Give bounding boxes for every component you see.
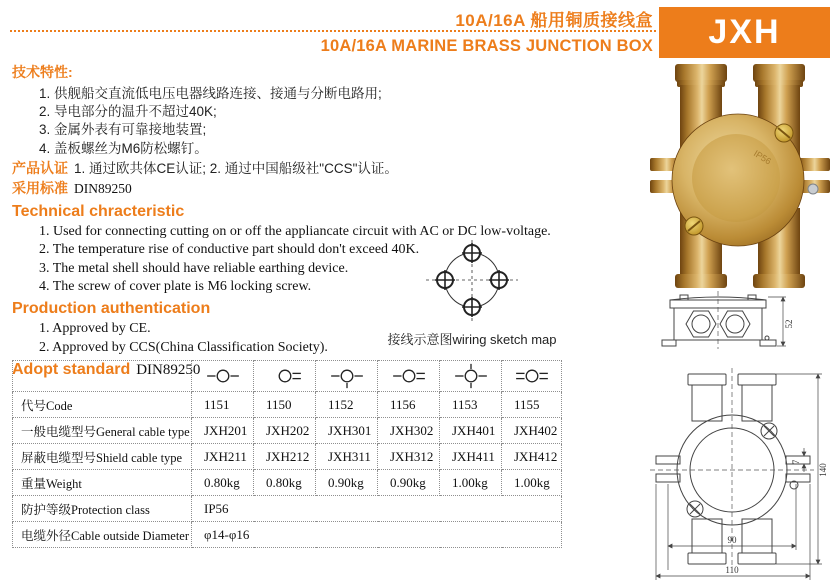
cell: JXH202 [254, 418, 316, 444]
cell: 1152 [316, 392, 378, 418]
cover-recess [692, 134, 780, 222]
cover-screw-bottom-left [685, 217, 703, 235]
dimension-label: 90 [727, 535, 737, 545]
list-item: 2. The temperature rise of conductive part should don't exceed 40K. [39, 242, 420, 258]
heading-standard-zh: 采用标准 [12, 180, 68, 197]
row-label: 重量Weight [13, 470, 192, 496]
dimension-label: 7 [791, 459, 801, 465]
wiring-sketch-caption: 接线示意图wiring sketch map [387, 332, 557, 347]
heading-standard-en: Adopt standard [12, 361, 131, 379]
wiring-sketch [386, 236, 558, 348]
page-title-en: 10A/16A MARINE BRASS JUNCTION BOX [320, 37, 653, 55]
cable-config-symbol [316, 361, 378, 392]
standard-zh-text: DIN89250 [74, 181, 132, 197]
table-row [13, 522, 562, 548]
standard-zh-row [12, 179, 648, 199]
drawing-top-view [656, 290, 796, 354]
cell: 1155 [502, 392, 562, 418]
cell: JXH311 [316, 444, 378, 470]
cover-screw-top-right [775, 124, 793, 142]
ip-rating-marking: IP56 [751, 148, 773, 167]
empty-header-cell [13, 361, 192, 392]
cert-zh-text: 1. 通过欧共体CE认证; 2. 通过中国船级社"CCS"认证。 [74, 160, 398, 176]
list-item: 2. Approved by CCS(China Classification Society). [39, 339, 328, 355]
cell: JXH312 [378, 444, 440, 470]
dimension-label: 140 [818, 463, 828, 477]
table-row [13, 392, 562, 418]
dotted-divider [10, 30, 656, 32]
cable-config-symbol [378, 361, 440, 392]
brand-label: JXH [708, 13, 781, 51]
cell: 0.80kg [254, 470, 316, 496]
standard-en-text: DIN89250 [136, 362, 201, 379]
cable-config-symbol [192, 361, 254, 392]
cell: 1153 [440, 392, 502, 418]
cell: 0.80kg [192, 470, 254, 496]
cell: 1150 [254, 392, 316, 418]
cable-config-symbol [254, 361, 316, 392]
cell: φ14-φ16 [192, 522, 562, 548]
brand-box [659, 7, 830, 58]
cell: JXH412 [502, 444, 562, 470]
cell: 1.00kg [440, 470, 502, 496]
list-item: 4. 盖板螺丝为M6防松螺钉。 [39, 140, 208, 156]
row-label: 代号Code [13, 392, 192, 418]
table-row [13, 418, 562, 444]
table-row [13, 496, 562, 522]
list-item: 2. 导电部分的温升不超过40K; [39, 104, 217, 120]
list-item: 3. The metal shell should have reliable earthing device. [39, 260, 349, 276]
cable-config-symbol [440, 361, 502, 392]
cell: 0.90kg [378, 470, 440, 496]
row-label: 屏蔽电缆型号Shield cable type [13, 444, 192, 470]
row-label: 一般电缆型号General cable type [13, 418, 192, 444]
tech-zh-list [12, 85, 648, 158]
dimension-label: 52 [784, 319, 794, 329]
table-row [13, 470, 562, 496]
dimension-label: 110 [725, 565, 739, 575]
list-item: 3. 金属外表有可靠接地装置; [39, 122, 207, 138]
heading-tech-en: Technical chracteristic [12, 202, 185, 220]
spec-table [12, 360, 562, 548]
drawing-front-view [648, 368, 830, 582]
cell: JXH211 [192, 444, 254, 470]
list-item: 1. Approved by CE. [39, 321, 151, 337]
cert-zh-row [12, 159, 648, 179]
list-item: 1. Used for connecting cutting on or off the appliancate circuit with AC or DC low-voltage. [39, 223, 551, 239]
row-label: 电缆外径Cable outside Diameter [13, 522, 192, 548]
page-title-zh: 10A/16A 船用铜质接线盒 [455, 11, 653, 30]
table-row [13, 444, 562, 470]
cell: 1156 [378, 392, 440, 418]
cell: JXH401 [440, 418, 502, 444]
cell: JXH301 [316, 418, 378, 444]
product-photo [650, 58, 830, 290]
heading-auth-en: Production authentication [12, 300, 211, 318]
table-row [13, 361, 562, 392]
heading-cert-zh: 产品认证 [12, 159, 68, 176]
cell: 0.90kg [316, 470, 378, 496]
cell: JXH302 [378, 418, 440, 444]
cell: JXH201 [192, 418, 254, 444]
list-item: 4. The screw of cover plate is M6 locking screw. [39, 279, 312, 295]
cable-config-symbol [502, 361, 562, 392]
heading-tech-zh: 技术特性: [12, 64, 73, 80]
list-item: 1. 供舰船交直流低电压电器线路连接、接通与分断电路用; [39, 86, 382, 101]
cell: JXH212 [254, 444, 316, 470]
cell: 1.00kg [502, 470, 562, 496]
cell: JXH411 [440, 444, 502, 470]
cell: IP56 [192, 496, 562, 522]
cell: 1151 [192, 392, 254, 418]
wiring-sketch-diagram [386, 236, 558, 328]
row-label: 防护等级Protection class [13, 496, 192, 522]
cell: JXH402 [502, 418, 562, 444]
